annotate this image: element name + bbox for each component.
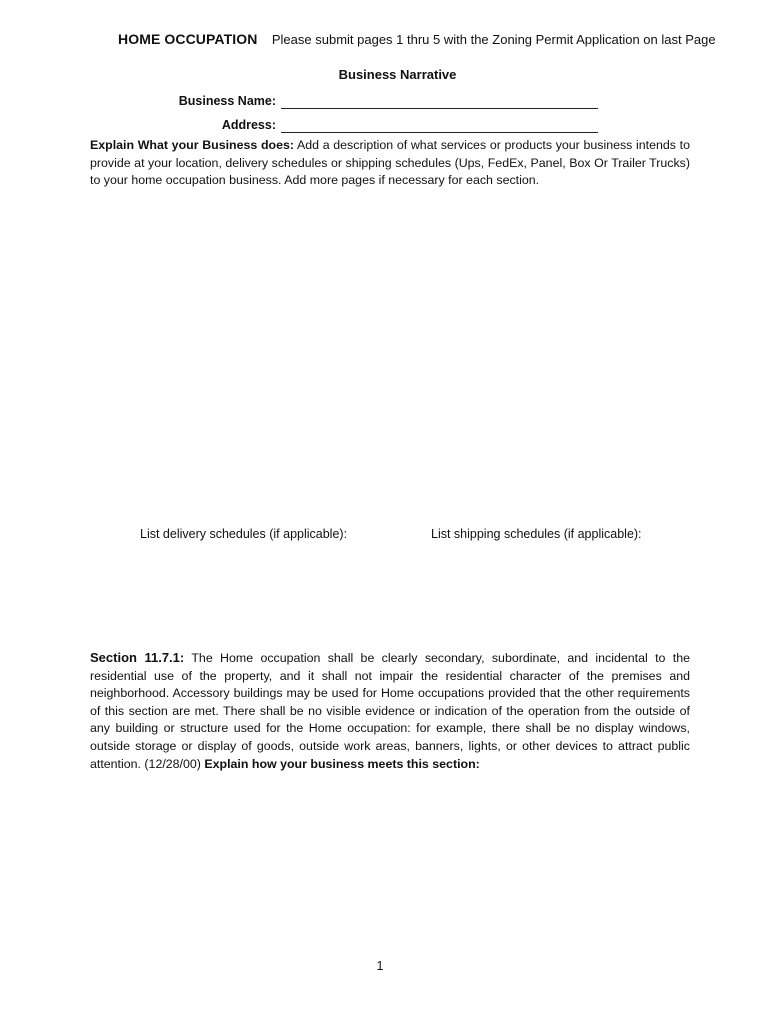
page-number: 1 <box>376 959 384 973</box>
section-compliance-question: Explain how your business meets this section: <box>204 756 480 771</box>
address-field <box>0 116 770 136</box>
section-compliance-answer-area[interactable] <box>90 780 690 950</box>
form-title: HOME OCCUPATION <box>118 31 258 47</box>
business-description-prompt <box>90 137 690 190</box>
submission-instructions: Please submit pages 1 thru 5 with the Zoning Permit Application on last Page <box>271 32 716 47</box>
shipping-schedule-label: List shipping schedules (if applicable): <box>431 527 642 541</box>
section-11-7-1-lead: Section 11.7.1: <box>90 650 185 665</box>
business-name-input[interactable] <box>281 108 598 109</box>
form-header <box>118 31 718 49</box>
delivery-schedule-label: List delivery schedules (if applicable): <box>140 527 348 541</box>
address-input[interactable] <box>281 132 598 133</box>
business-description-answer-area[interactable] <box>90 196 690 514</box>
business-name-label: Business Name: <box>178 94 276 108</box>
section-11-7-1-text <box>90 649 690 773</box>
business-description-lead: Explain What your Business does: <box>90 138 295 152</box>
shipping-schedule-answer-area[interactable] <box>400 548 690 638</box>
delivery-schedule-answer-area[interactable] <box>90 548 380 638</box>
section-11-7-1-body: The Home occupation shall be clearly secondary, subordinate, and incidental to the residential use of the property, and it shall not impair the residential character of the premises and neighborhood. Accessory buildings may be used for Home occupations provided that the other requirements of this section are met. There shall be no visible evidence or indication of the operation from the outside of any building or structure used for the Home occupation: for example, there shall be no display windows, outside storage or display of goods, outside work areas, banners, lights, or other devices to attract public attention. (12/28/00) <box>90 651 691 771</box>
business-name-field <box>0 92 770 112</box>
address-label: Address: <box>221 118 276 132</box>
section-title: Business Narrative <box>338 67 457 82</box>
business-description-text: Add a description of what services or products your business intends to provide at your location, delivery schedules or shipping schedules (Ups, FedEx, Panel, Box Or Trailer Trucks) to your home occupation business. Add more pages if necessary for each section. <box>90 138 690 188</box>
